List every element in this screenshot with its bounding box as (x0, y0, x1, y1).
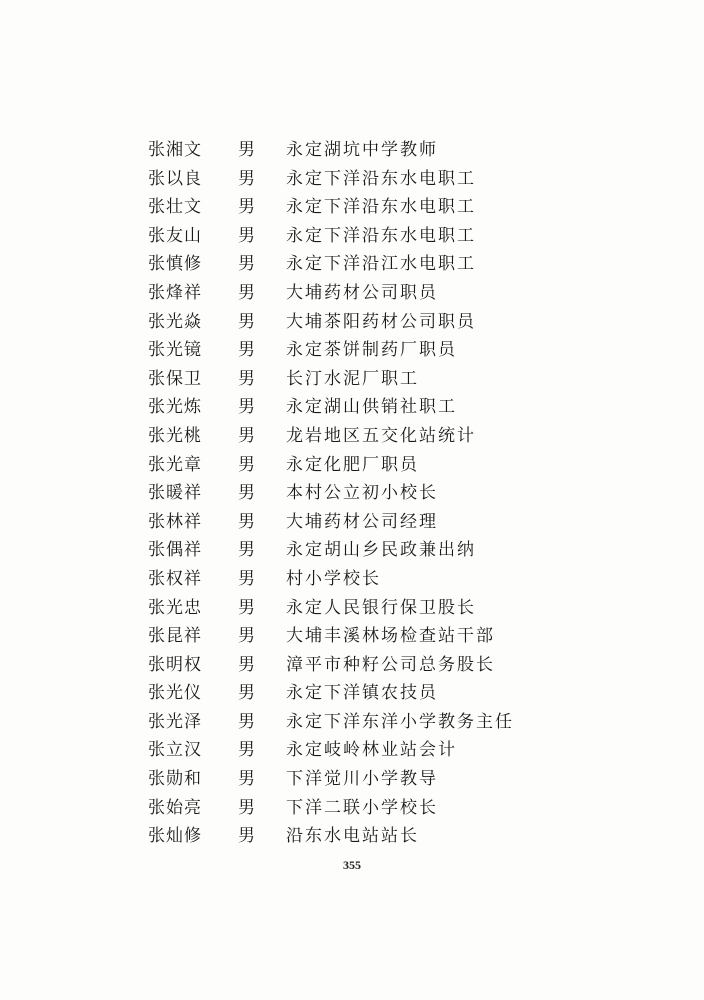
person-occupation: 大埔药材公司职员 (286, 282, 438, 303)
person-occupation: 漳平市种籽公司总务股长 (286, 654, 495, 675)
roster-row (148, 479, 568, 508)
person-occupation: 大埔茶阳药材公司职员 (286, 311, 476, 332)
person-occupation: 大埔丰溪林场检查站干部 (286, 626, 495, 647)
person-occupation: 永定下洋沿东水电职工 (286, 225, 476, 246)
roster-row (148, 594, 568, 623)
person-name: 张勋和 (148, 769, 202, 790)
person-gender: 男 (238, 797, 255, 818)
person-occupation: 永定下洋沿东水电职工 (286, 197, 476, 218)
person-occupation: 永定岐岭林业站会计 (286, 740, 457, 761)
person-name: 张立汉 (148, 740, 202, 761)
roster-row (148, 679, 568, 708)
person-name: 张暖祥 (148, 483, 202, 504)
person-occupation: 永定下洋东洋小学教务主任 (286, 711, 514, 732)
person-gender: 男 (238, 826, 255, 847)
person-gender: 男 (238, 511, 255, 532)
person-gender: 男 (238, 254, 255, 275)
roster-row (148, 536, 568, 565)
person-occupation: 村小学校长 (286, 568, 381, 589)
person-occupation: 永定湖坑中学教师 (286, 140, 438, 160)
person-occupation: 永定化肥厂职员 (286, 454, 419, 475)
person-gender: 男 (238, 340, 255, 361)
roster-row (148, 222, 568, 251)
person-occupation: 永定湖山供销社职工 (286, 397, 457, 418)
roster-row (148, 622, 568, 651)
person-gender: 男 (238, 168, 255, 189)
person-occupation: 大埔药材公司经理 (286, 511, 438, 532)
roster-row (148, 451, 568, 480)
person-occupation: 永定茶饼制药厂职员 (286, 340, 457, 361)
person-occupation: 龙岩地区五交化站统计 (286, 425, 476, 446)
person-name: 张慎修 (148, 254, 202, 275)
person-gender: 男 (238, 368, 255, 389)
roster-row (148, 822, 568, 851)
person-name: 张光泽 (148, 711, 202, 732)
roster-row (148, 508, 568, 537)
person-gender: 男 (238, 597, 255, 618)
person-occupation: 永定胡山乡民政兼出纳 (286, 540, 476, 561)
person-gender: 男 (238, 225, 255, 246)
roster-row (148, 393, 568, 422)
roster-row (148, 279, 568, 308)
person-name: 张明权 (148, 654, 202, 675)
person-occupation: 本村公立初小校长 (286, 483, 438, 504)
person-gender: 男 (238, 683, 255, 704)
person-name: 张以良 (148, 168, 202, 189)
person-gender: 男 (238, 483, 255, 504)
person-gender: 男 (238, 197, 255, 218)
person-gender: 男 (238, 711, 255, 732)
person-name: 张光仪 (148, 683, 202, 704)
person-name: 张光镜 (148, 340, 202, 361)
person-name: 张光忠 (148, 597, 202, 618)
person-occupation: 永定人民银行保卫股长 (286, 597, 476, 618)
person-gender: 男 (238, 454, 255, 475)
person-occupation: 下洋觉川小学教导 (286, 769, 438, 790)
person-name: 张灿修 (148, 826, 202, 847)
person-name: 张保卫 (148, 368, 202, 389)
person-name: 张湘文 (148, 140, 202, 160)
person-gender: 男 (238, 626, 255, 647)
person-gender: 男 (238, 540, 255, 561)
roster-row (148, 308, 568, 337)
roster-row (148, 651, 568, 680)
person-name: 张昆祥 (148, 626, 202, 647)
person-name: 张壮文 (148, 197, 202, 218)
person-occupation: 沿东水电站站长 (286, 826, 419, 847)
person-name: 张光焱 (148, 311, 202, 332)
person-gender: 男 (238, 654, 255, 675)
person-gender: 男 (238, 568, 255, 589)
person-gender: 男 (238, 425, 255, 446)
roster-row (148, 250, 568, 279)
roster-row (148, 765, 568, 794)
person-name: 张烽祥 (148, 282, 202, 303)
person-gender: 男 (238, 311, 255, 332)
person-occupation: 下洋二联小学校长 (286, 797, 438, 818)
person-name: 张光章 (148, 454, 202, 475)
person-name: 张林祥 (148, 511, 202, 532)
roster-row (148, 794, 568, 823)
person-gender: 男 (238, 140, 255, 160)
roster-row (148, 136, 568, 165)
person-gender: 男 (238, 397, 255, 418)
roster-row (148, 365, 568, 394)
roster-row (148, 422, 568, 451)
roster-row (148, 336, 568, 365)
person-occupation: 永定下洋沿东水电职工 (286, 168, 476, 189)
person-name: 张光炼 (148, 397, 202, 418)
roster-row (148, 193, 568, 222)
person-name: 张权祥 (148, 568, 202, 589)
person-name: 张友山 (148, 225, 202, 246)
person-name: 张偶祥 (148, 540, 202, 561)
person-gender: 男 (238, 282, 255, 303)
person-gender: 男 (238, 740, 255, 761)
roster-row (148, 565, 568, 594)
person-occupation: 永定下洋镇农技员 (286, 683, 438, 704)
person-occupation: 永定下洋沿江水电职工 (286, 254, 476, 275)
roster-row (148, 708, 568, 737)
person-occupation: 长汀水泥厂职工 (286, 368, 419, 389)
roster-row (148, 165, 568, 194)
person-name: 张始亮 (148, 797, 202, 818)
roster-list (148, 136, 568, 851)
person-name: 张光桃 (148, 425, 202, 446)
person-gender: 男 (238, 769, 255, 790)
roster-row (148, 736, 568, 765)
page-number: 355 (343, 858, 361, 872)
